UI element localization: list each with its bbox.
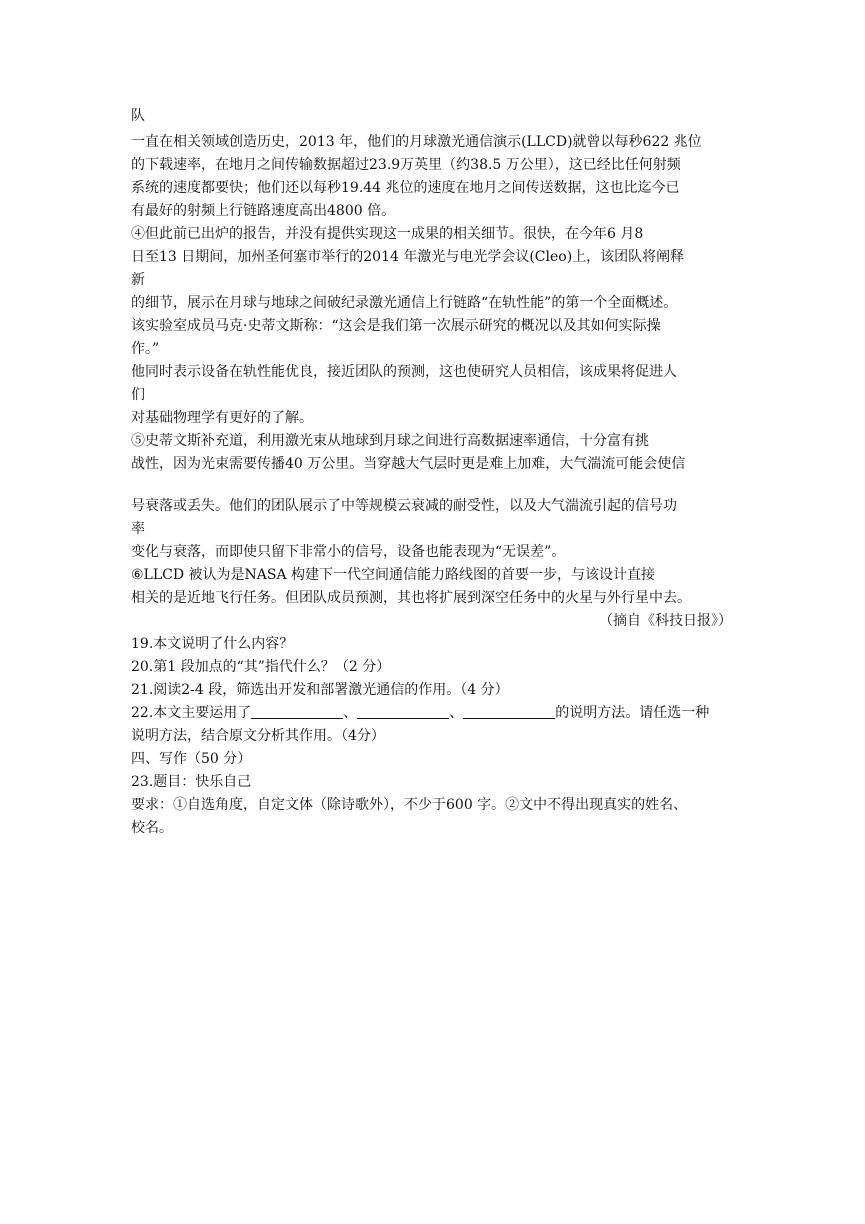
body-text-line: ⑥LLCD 被认为是NASA 构建下一代空间通信能力路线图的首要一步，与该设计直接 [131,567,656,583]
question-22 [131,703,709,723]
body-text-line: 的下载速率，在地月之间传输数据超过23.9万英里（约38.5 万公里），这已经比任何射频 [131,157,681,173]
body-text-line: 日至13 日期间，加州圣何塞市举行的2014 年激光与电光学会议(Cleo)上，该团队将阐释 [131,249,685,265]
body-text-line: 他同时表示设备在轨性能优良，接近团队的预测，这也使研究人员相信，该成果将促进人 [131,364,677,380]
question-20: 20.第1 段加点的“其”指代什么？（2 分） [131,659,391,675]
body-text-line: 对基础物理学有更好的了解。 [131,410,313,426]
body-text-line: 率 [131,521,145,537]
body-text-line: 队 [131,108,145,124]
body-text-line: 系统的速度都要快；他们还以每秒19.44 兆位的速度在地月之间传送数据，这也比迄今已 [131,180,680,196]
question-22-suffix: 的说明方法。请任选一种 [555,705,710,721]
body-text-line: 该实验室成员马克·史蒂文斯称：“这会是我们第一次展示研究的概况以及其如何实际操 [131,318,661,334]
question-22-prefix: 22.本文主要运用了 [131,705,252,721]
question-21: 21.阅读2-4 段，筛选出开发和部署激光通信的作用。（4 分） [131,682,509,698]
writing-requirements-continued: 校名。 [131,820,173,836]
body-text-line: 相关的是近地飞行任务。但团队成员预测，其也将扩展到深空任务中的火星与外行星中去。 [131,590,691,606]
answer-blank-2[interactable] [357,704,449,719]
body-text-line: 战性，因为光束需要传播40 万公里。当穿越大气层时更是难上加难，大气湍流可能会使信 [131,456,686,472]
source-citation: （摘自《科技日报》） [599,613,732,629]
section-heading: 四、写作（50 分） [131,751,252,767]
body-text-line: 新 [131,272,145,288]
writing-topic: 23.题目：快乐自己 [131,774,252,790]
body-text-line: 号衰落或丢失。他们的团队展示了中等规模云衰减的耐受性，以及大气湍流引起的信号功 [131,498,677,514]
answer-blank-1[interactable] [251,704,343,719]
body-text-line: 的细节，展示在月球与地球之间破纪录激光通信上行链路“在轨性能”的第一个全面概述。 [131,295,678,311]
writing-requirements: 要求：①自选角度，自定文体（除诗歌外），不少于600 字。②文中不得出现真实的姓名、 [131,797,688,813]
body-text-line: 们 [131,387,145,403]
body-text-line: ④但此前已出炉的报告，并没有提供实现这一成果的相关细节。很快，在今年6 月8 [131,226,644,242]
question-19: 19.本文说明了什么内容？ [131,636,294,652]
body-text-line: 有最好的射频上行链路速度高出4800 倍。 [131,203,396,219]
body-text-line: 变化与衰落，而即使只留下非常小的信号，设备也能表现为“无误差”。 [131,544,566,560]
blank-separator: 、 [449,705,464,721]
answer-blank-3[interactable] [463,704,555,719]
blank-separator: 、 [343,705,358,721]
body-text-line: ⑤史蒂文斯补充道，利用激光束从地球到月球之间进行高数据速率通信，十分富有挑 [131,433,649,449]
question-22-continued: 说明方法，结合原文分析其作用。（4分） [131,728,385,744]
body-text-line: 作。” [131,341,160,357]
body-text-line: 一直在相关领域创造历史，2013 年，他们的月球激光通信演示(LLCD)就曾以每秒622 兆位 [131,134,702,150]
